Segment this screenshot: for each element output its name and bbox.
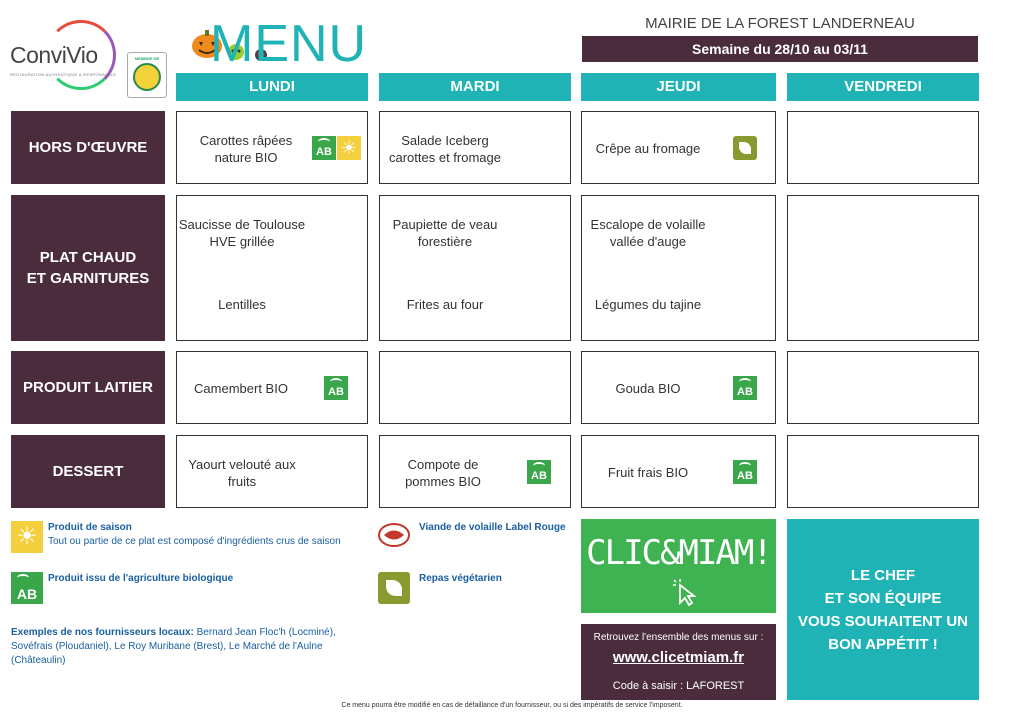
cell-plat-lundi — [176, 195, 368, 341]
legend-sun-icon: ☀ — [11, 521, 43, 553]
member-badge-seal-icon — [133, 63, 161, 91]
day-header-jeudi: JEUDI — [581, 73, 776, 101]
page-title: MENU — [210, 15, 368, 73]
dish-line: pommes BIO — [405, 474, 481, 489]
bio-icon: AB — [527, 460, 551, 484]
dish-name: Crêpe au fromage — [595, 141, 701, 156]
cell-dessert-vendredi — [787, 435, 979, 508]
cursor-icon — [670, 577, 700, 607]
bio-icon: AB — [324, 376, 348, 400]
dish-line: carottes et fromage — [389, 150, 501, 165]
dish-line: forestière — [417, 234, 473, 249]
row-header-label: DESSERT — [52, 463, 124, 480]
legend-saison-sub: Tout ou partie de ce plat est composé d'ingrédients crus de saison — [48, 536, 341, 547]
cell-hors-lundi — [176, 111, 368, 184]
day-header-mardi: MARDI — [379, 73, 571, 101]
local-suppliers — [11, 626, 341, 668]
dish-name — [380, 456, 506, 490]
dish-line: Escalope de volaille — [590, 217, 706, 232]
row-header-label: PRODUIT LAITIER — [23, 379, 153, 396]
legend-bio-icon: AB — [11, 572, 43, 604]
member-badge — [127, 52, 167, 98]
access-code: Code à saisir : LAFOREST — [612, 680, 745, 692]
day-header-vendredi: VENDREDI — [787, 73, 979, 101]
dish-name: Fruit frais BIO — [607, 465, 689, 480]
chef-line: ET SON ÉQUIPE — [824, 589, 942, 607]
mairie-name: MAIRIE DE LA FOREST LANDERNEAU — [645, 15, 915, 32]
convivio-logo — [10, 20, 118, 92]
dish-name: Camembert BIO — [194, 381, 288, 396]
cell-hors-vendredi — [787, 111, 979, 184]
clicetmiam-info — [581, 624, 776, 700]
dish-line: Salade Iceberg — [401, 133, 489, 148]
dish-name — [582, 216, 714, 250]
cell-plat-vendredi — [787, 195, 979, 341]
chef-line: BON APPÉTIT ! — [828, 635, 938, 653]
label-rouge-icon — [378, 522, 410, 548]
garnish-name: Frites au four — [406, 297, 484, 312]
cell-dessert-lundi — [176, 435, 368, 508]
week-range: Semaine du 28/10 au 03/11 — [582, 36, 978, 62]
footer-disclaimer: Ce menu pourra être modifié en cas de défaillance d'un fournisseur, ou si des impératifs de service l'imposent. — [341, 702, 683, 709]
row-header-label: ET GARNITURES — [26, 270, 150, 287]
cell-laitier-vendredi — [787, 351, 979, 424]
legend-vegetarien: Repas végétarien — [419, 573, 502, 584]
sun-icon: ☀ — [337, 136, 361, 160]
dish-name — [177, 456, 307, 490]
dish-line: Carottes râpées — [199, 133, 293, 148]
clicetmiam-banner — [581, 519, 776, 613]
cell-laitier-lundi — [176, 351, 368, 424]
cell-dessert-mardi — [379, 435, 571, 508]
row-header-hors-doeuvre — [11, 111, 165, 184]
bio-icon: AB — [312, 136, 336, 160]
row-header-label: PLAT CHAUD — [39, 249, 137, 266]
leaf-icon — [386, 580, 402, 596]
garnish-name: Légumes du tajine — [594, 297, 702, 312]
cell-plat-jeudi — [581, 195, 776, 341]
vegetarian-icon — [733, 136, 757, 160]
dish-line: nature BIO — [214, 150, 278, 165]
dish-line: vallée d'auge — [609, 234, 687, 249]
legend-bio-title: Produit issu de l'agriculture biologique — [48, 573, 234, 584]
dish-line: HVE grillée — [209, 234, 275, 249]
leaf-icon — [739, 142, 751, 154]
day-header-lundi: LUNDI — [176, 73, 368, 101]
cell-laitier-jeudi — [581, 351, 776, 424]
dish-line: Saucisse de Toulouse — [178, 217, 306, 232]
suppliers-label: Exemples de nos fournisseurs locaux: — [11, 627, 194, 638]
dish-name — [380, 216, 510, 250]
suppliers-text: Bernard Jean Floc'h (Locminé), Sovéfrais (Ploudaniel), Le Roy Muribane (Brest), Le Marché de l'Aulne (Châteaulin) — [11, 627, 336, 666]
bio-icon: AB — [733, 376, 757, 400]
cell-hors-jeudi — [581, 111, 776, 184]
legend-label-rouge: Viande de volaille Label Rouge — [419, 522, 566, 533]
cell-hors-mardi — [379, 111, 571, 184]
row-header-produit-laitier — [11, 351, 165, 424]
dish-line: Paupiette de veau — [392, 217, 498, 232]
clicetmiam-link[interactable]: www.clicetmiam.fr — [612, 649, 745, 666]
legend-vegetarian-icon — [378, 572, 410, 604]
logo-tagline: RESTAURATION AUTHENTIQUE & RESPONSABLE — [10, 72, 117, 77]
dish-line: Yaourt velouté aux — [188, 457, 296, 472]
retrouvez-text: Retrouvez l'ensemble des menus sur : — [593, 632, 764, 643]
row-header-plat-chaud — [11, 195, 165, 341]
row-header-dessert — [11, 435, 165, 508]
cell-laitier-mardi — [379, 351, 571, 424]
clicetmiam-logo: CLIC&MIAM! — [586, 533, 771, 573]
dish-line: fruits — [227, 474, 257, 489]
chef-line: VOUS SOUHAITENT UN — [797, 612, 968, 630]
member-badge-label: MEMBRE DE — [134, 56, 160, 61]
chef-message — [787, 519, 979, 700]
chef-line: LE CHEF — [850, 566, 916, 584]
dish-name — [183, 132, 309, 166]
logo-text: ConviVio — [10, 42, 98, 68]
cell-dessert-jeudi — [581, 435, 776, 508]
dish-name — [380, 132, 510, 166]
dish-name: Gouda BIO — [615, 381, 681, 396]
legend-saison-title: Produit de saison — [48, 522, 132, 533]
cell-plat-mardi — [379, 195, 571, 341]
dish-name — [177, 216, 307, 250]
bio-icon: AB — [733, 460, 757, 484]
dish-line: Compote de — [407, 457, 479, 472]
garnish-name: Lentilles — [218, 297, 266, 312]
row-header-label: HORS D'ŒUVRE — [28, 139, 148, 156]
